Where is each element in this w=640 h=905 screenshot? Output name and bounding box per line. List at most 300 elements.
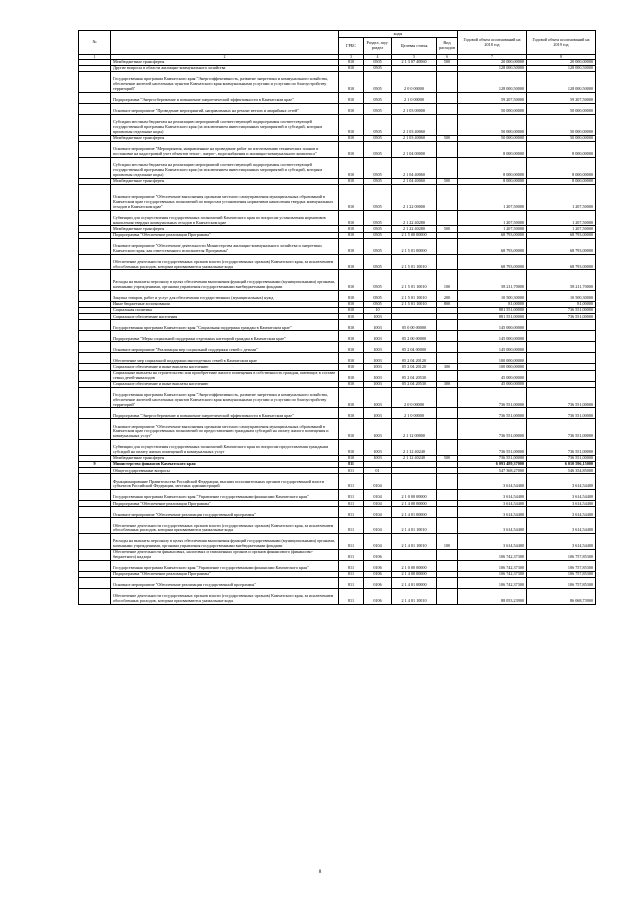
- row-grbs: 811: [339, 474, 364, 490]
- row-csr: 2 1 3 07 40060: [392, 60, 437, 66]
- row-grbs: 810: [339, 440, 364, 456]
- table-row: [79, 342, 596, 353]
- row-razdel: 0505: [364, 226, 392, 232]
- row-number: [79, 238, 111, 254]
- table-row: [79, 270, 596, 291]
- row-csr: 2 1 4 00 00000: [392, 572, 437, 578]
- row-razdel: 1003: [364, 342, 392, 353]
- row-razdel: 0104: [364, 507, 392, 518]
- row-amount-2019: 50 000,00000: [527, 135, 596, 141]
- row-amount-2018: 736 551,00000: [458, 440, 527, 456]
- row-number: [79, 93, 111, 104]
- row-amount-2019: 1 207,50000: [527, 226, 596, 232]
- table-row: [79, 534, 596, 550]
- row-grbs: 810: [339, 342, 364, 353]
- row-name: Министерство финансов Камчатского края: [111, 462, 339, 468]
- row-grbs: 810: [339, 254, 364, 270]
- row-razdel: 0505: [364, 157, 392, 178]
- row-vr: [437, 72, 458, 93]
- row-grbs: 810: [339, 270, 364, 291]
- row-amount-2019: 50 000,00000: [527, 104, 596, 115]
- row-number: [79, 72, 111, 93]
- table-body: [79, 60, 596, 605]
- row-amount-2018: 145 000,00000: [458, 320, 527, 331]
- row-amount-2018: 106 742,37300: [458, 550, 527, 561]
- row-name: Иные бюджетные ассигнования: [111, 302, 339, 308]
- row-csr: 2 1 22 40280: [392, 226, 437, 232]
- row-vr: [437, 440, 458, 456]
- row-csr: 2 1 4 01 00000: [392, 507, 437, 518]
- row-grbs: 810: [339, 308, 364, 314]
- row-razdel: 0505: [364, 72, 392, 93]
- row-grbs: 810: [339, 302, 364, 308]
- row-name: Субвенции для осуществления государственных полномочий Камчатского края по вопросам предоставления гражданам субсидий на оплату жилых помещений и коммунальных услуг: [111, 440, 339, 456]
- row-amount-2019: 50 000,00000: [527, 115, 596, 136]
- row-name: Основное мероприятие "Обеспечение деятельности Министерства жилищно-коммунального хозяйства и энергетики Камчатского края, как ответственного исполнителя Программы": [111, 238, 339, 254]
- row-csr: 2 1 4 01 10010: [392, 589, 437, 605]
- row-amount-2019: 3 614,54400: [527, 518, 596, 534]
- row-grbs: 810: [339, 419, 364, 440]
- row-razdel: 01: [364, 468, 392, 474]
- header-2019: Годовой объем ассигнований на 2019 год: [527, 31, 596, 55]
- row-name: Социальная политика: [111, 308, 339, 314]
- row-amount-2018: 145 000,00000: [458, 331, 527, 342]
- row-name: Государственная программа Камчатского края "Управление государственными финансами Камчатского края": [111, 490, 339, 501]
- row-vr: 500: [437, 456, 458, 462]
- row-vr: [437, 115, 458, 136]
- row-amount-2018: 68 793,00000: [458, 238, 527, 254]
- row-csr: 2 0 0 00000: [392, 72, 437, 93]
- row-amount-2019: 736 551,00000: [527, 308, 596, 314]
- table-row: [79, 507, 596, 518]
- table-row: [79, 115, 596, 136]
- table-row: [79, 184, 596, 210]
- row-amount-2018: 106 742,37300: [458, 572, 527, 578]
- row-amount-2019: 68 793,00000: [527, 254, 596, 270]
- row-razdel: 1003: [364, 364, 392, 370]
- row-amount-2019: 736 551,00000: [527, 387, 596, 408]
- row-grbs: 810: [339, 364, 364, 370]
- row-grbs: 810: [339, 184, 364, 210]
- row-grbs: 810: [339, 135, 364, 141]
- row-amount-2018: 128 000,50000: [458, 66, 527, 72]
- row-amount-2019: 106 757,85300: [527, 561, 596, 572]
- row-name: Социальное обеспечение населения: [111, 314, 339, 320]
- row-grbs: 810: [339, 320, 364, 331]
- row-name: Подпрограмма "Меры социальной поддержки отдельных категорий граждан в Камчатском крае": [111, 331, 339, 342]
- row-grbs: 810: [339, 291, 364, 302]
- row-name: Социальные выплаты на строительство или приобретение жилого помещения в собственность граждан, имеющих в составе семьи детей-инвалидов: [111, 370, 339, 381]
- index-cell: 6: [437, 55, 458, 60]
- row-amount-2019: 86 068,73900: [527, 589, 596, 605]
- row-vr: [437, 210, 458, 226]
- row-csr: 2 1 03 40060: [392, 135, 437, 141]
- row-razdel: 1003: [364, 320, 392, 331]
- row-razdel: 0106: [364, 550, 392, 561]
- row-amount-2018: 3 614,54400: [458, 507, 527, 518]
- row-csr: 2 1 4 01 10010: [392, 518, 437, 534]
- row-razdel: 10: [364, 308, 392, 314]
- row-amount-2019: 59 207,50000: [527, 93, 596, 104]
- row-amount-2019: 3 614,54400: [527, 490, 596, 501]
- row-csr: 2 0 0 00000: [392, 387, 437, 408]
- row-amount-2018: 88 053,23900: [458, 589, 527, 605]
- table-row: [79, 474, 596, 490]
- row-number: [79, 589, 111, 605]
- row-amount-2018: 8 000,00000: [458, 178, 527, 184]
- row-amount-2018: 59 207,50000: [458, 93, 527, 104]
- row-amount-2018: 45 000,00000: [458, 381, 527, 387]
- row-grbs: 811: [339, 561, 364, 572]
- table-row: [79, 104, 596, 115]
- row-number: [79, 270, 111, 291]
- row-grbs: 810: [339, 93, 364, 104]
- row-vr: [437, 370, 458, 381]
- row-csr: 2 1 4 00 00000: [392, 501, 437, 507]
- row-number: [79, 370, 111, 381]
- row-amount-2018: 100 000,00000: [458, 353, 527, 364]
- row-number: [79, 320, 111, 331]
- row-number: [79, 142, 111, 158]
- row-csr: 2 1 12 40240: [392, 440, 437, 456]
- row-name: Обеспечение деятельности государственных органов власти (государственных органов) Камчатского края, за исключением обособленных расходов, которым присваиваются уникальные коды: [111, 518, 339, 534]
- row-amount-2018: 3 614,54400: [458, 490, 527, 501]
- row-vr: 100: [437, 270, 458, 291]
- row-grbs: 810: [339, 314, 364, 320]
- row-razdel: 1003: [364, 440, 392, 456]
- row-amount-2019: 736 551,00000: [527, 314, 596, 320]
- header-name: [111, 31, 339, 55]
- row-amount-2018: 106 742,37300: [458, 561, 527, 572]
- row-amount-2018: 881 551,00000: [458, 314, 527, 320]
- row-number: [79, 157, 111, 178]
- row-vr: 500: [437, 226, 458, 232]
- row-name: Межбюджетные трансферты: [111, 456, 339, 462]
- row-name: Субвенции для осуществления государственных полномочий Камчатского края по вопросам установления нормативов накопления твердых коммунальных отходов в Камчатском крае: [111, 210, 339, 226]
- row-csr: 2 1 5 01 10010: [392, 254, 437, 270]
- row-vr: [437, 342, 458, 353]
- row-vr: [437, 474, 458, 490]
- row-grbs: 810: [339, 408, 364, 419]
- row-number: [79, 440, 111, 456]
- row-razdel: 0505: [364, 115, 392, 136]
- row-name: Обеспечение деятельности государственных органов власти (государственных органов) Камчатского края, за исключением обособленных расходов, которым присваиваются уникальные коды: [111, 589, 339, 605]
- row-amount-2019: 3 614,54400: [527, 474, 596, 490]
- row-number: [79, 184, 111, 210]
- row-amount-2019: 20 000,00000: [527, 60, 596, 66]
- row-razdel: 0104: [364, 501, 392, 507]
- table-row: [79, 387, 596, 408]
- row-csr: 2 1 5 01 10010: [392, 291, 437, 302]
- row-amount-2018: 68 793,00000: [458, 232, 527, 238]
- row-grbs: 810: [339, 104, 364, 115]
- row-csr: 2 1 0 00 00000: [392, 561, 437, 572]
- row-grbs: 810: [339, 387, 364, 408]
- row-csr: 2 1 0 00000: [392, 93, 437, 104]
- row-amount-2018: 8 000,00000: [458, 142, 527, 158]
- row-number: [79, 419, 111, 440]
- row-name: Основное мероприятие "Обеспечение реализации государственной программы": [111, 578, 339, 589]
- table-row: [79, 331, 596, 342]
- row-amount-2019: 1 207,50000: [527, 210, 596, 226]
- row-csr: 2 1 04 40060: [392, 157, 437, 178]
- row-grbs: 811: [339, 550, 364, 561]
- row-name: Подпрограмма "Энергосбережение и повышение энергетической эффективности в Камчатском крае": [111, 408, 339, 419]
- row-vr: [437, 353, 458, 364]
- row-number: [79, 490, 111, 501]
- row-csr: 2 1 04 00000: [392, 142, 437, 158]
- row-name: Основное мероприятие "Мероприятия, направленные на проведение работ по изготовлению технических планов и постановке на кадастровый учет объектов тепло-, энерго-, водоснабжения и жилищно-коммунального комплекса": [111, 142, 339, 158]
- row-name: Межбюджетные трансферты: [111, 226, 339, 232]
- row-csr: 2 1 03 00000: [392, 104, 437, 115]
- row-razdel: 1003: [364, 408, 392, 419]
- row-csr: 2 1 12 40240: [392, 456, 437, 462]
- table-row: [79, 408, 596, 419]
- row-amount-2019: 8 000,00000: [527, 142, 596, 158]
- row-name: Основное мероприятие "Реализация мер социальной поддержки семей с детьми": [111, 342, 339, 353]
- table-row: [79, 561, 596, 572]
- row-amount-2019: [527, 353, 596, 364]
- row-amount-2018: 736 551,00000: [458, 456, 527, 462]
- row-csr: 2 1 12 00000: [392, 419, 437, 440]
- row-name: Обеспечение деятельности государственных органов власти (государственных органов) Камчатского края, за исключением обособленных расходов, которым присваиваются уникальные коды: [111, 254, 339, 270]
- row-number: [79, 331, 111, 342]
- row-grbs: 810: [339, 60, 364, 66]
- row-razdel: 1003: [364, 353, 392, 364]
- row-csr: 2 1 04 40060: [392, 178, 437, 184]
- row-grbs: 811: [339, 589, 364, 605]
- row-number: 9: [79, 462, 111, 468]
- row-grbs: 811: [339, 490, 364, 501]
- row-name: Государственная программа Камчатского края "Социальная поддержка граждан в Камчатском крае": [111, 320, 339, 331]
- header-razdel: Раздел, под-раздел: [364, 38, 392, 55]
- row-number: [79, 342, 111, 353]
- index-cell: 2: [111, 55, 339, 60]
- row-grbs: 810: [339, 210, 364, 226]
- table-row: [79, 238, 596, 254]
- row-razdel: 0505: [364, 238, 392, 254]
- row-amount-2018: 3 614,54400: [458, 501, 527, 507]
- row-name: Закупка товаров, работ и услуг для обеспечения государственных (муниципальных) нужд: [111, 291, 339, 302]
- row-grbs: 810: [339, 370, 364, 381]
- row-amount-2019: 106 757,85300: [527, 578, 596, 589]
- row-number: [79, 115, 111, 136]
- row-csr: 2 1 22 00000: [392, 184, 437, 210]
- row-number: [79, 291, 111, 302]
- row-razdel: 1003: [364, 331, 392, 342]
- row-csr: [392, 550, 437, 561]
- row-name: Субсидии местным бюджетам на реализацию мероприятий соответствующей подпрограммы соответствующей государственной программы Камчатского края (за исключением инвестиционных мероприятий и субсидий, которым присвоены отдельные коды): [111, 115, 339, 136]
- row-amount-2019: 10 500,30000: [527, 291, 596, 302]
- row-amount-2019: [527, 331, 596, 342]
- row-number: [79, 507, 111, 518]
- row-razdel: 0505: [364, 104, 392, 115]
- row-amount-2018: 106 742,37300: [458, 578, 527, 589]
- row-amount-2018: 3 614,54400: [458, 534, 527, 550]
- row-vr: [437, 254, 458, 270]
- row-vr: [437, 184, 458, 210]
- row-razdel: 0106: [364, 572, 392, 578]
- table-row: [79, 419, 596, 440]
- row-vr: [437, 93, 458, 104]
- row-csr: [392, 474, 437, 490]
- row-amount-2019: 3 614,54400: [527, 534, 596, 550]
- row-amount-2018: 1 207,50000: [458, 184, 527, 210]
- row-csr: 05 2 04 20530: [392, 370, 437, 381]
- row-name: Межбюджетные трансферты: [111, 178, 339, 184]
- row-razdel: 1003: [364, 370, 392, 381]
- row-razdel: 0505: [364, 291, 392, 302]
- row-amount-2018: 547 368,27000: [458, 468, 527, 474]
- row-vr: 300: [437, 364, 458, 370]
- row-grbs: 810: [339, 232, 364, 238]
- row-csr: 05 2 04 20120: [392, 364, 437, 370]
- row-vr: [437, 578, 458, 589]
- row-csr: 05 2 04 20120: [392, 353, 437, 364]
- row-name: Обеспечение мер социальной поддержки многодетных семей в Камчатском крае: [111, 353, 339, 364]
- row-razdel: 0104: [364, 518, 392, 534]
- index-cell: 3: [339, 55, 364, 60]
- row-name: Обеспечение деятельности финансовых, налоговых и таможенных органов и органов финансового (финансово-бюджетного) надзора: [111, 550, 339, 561]
- table-row: [79, 490, 596, 501]
- row-name: Государственная программа Камчатского края "Управление государственными финансами Камчатского края": [111, 561, 339, 572]
- row-amount-2018: 1 207,50000: [458, 226, 527, 232]
- row-vr: 500: [437, 60, 458, 66]
- row-csr: 2 1 0 00 00000: [392, 490, 437, 501]
- row-vr: [437, 142, 458, 158]
- row-amount-2019: [527, 320, 596, 331]
- row-amount-2019: 736 551,00000: [527, 408, 596, 419]
- row-amount-2018: 1 207,50000: [458, 210, 527, 226]
- row-csr: 05 2 00 00000: [392, 331, 437, 342]
- row-amount-2018: 68 793,00000: [458, 254, 527, 270]
- row-name: Государственная программа Камчатского края "Энергоэффективность, развитие энергетики и коммунального хозяйства, обеспечение жителей населенных пунктов Камчатского края коммунальными услугами и услугами по благоустройству территорий": [111, 387, 339, 408]
- row-name: Основное мероприятие "Обеспечение выполнения органами местного самоуправления муниципальных образований в Камчатском крае государственных полномочий по вопросам установления нормативов накопления твердых коммунальных отходов в Камчатском крае": [111, 184, 339, 210]
- row-grbs: 810: [339, 456, 364, 462]
- row-amount-2019: 68 793,00000: [527, 232, 596, 238]
- row-vr: [437, 518, 458, 534]
- row-name: Государственная программа Камчатского края "Энергоэффективность, развитие энергетики и коммунального хозяйства, обеспечение жителей населенных пунктов Камчатского края коммунальными услугами и услугами по благоустройству территорий": [111, 72, 339, 93]
- row-amount-2019: 3 614,54400: [527, 507, 596, 518]
- row-amount-2019: [527, 342, 596, 353]
- row-grbs: 810: [339, 381, 364, 387]
- row-razdel: 1003: [364, 456, 392, 462]
- row-grbs: 811: [339, 572, 364, 578]
- table-row: [79, 440, 596, 456]
- row-amount-2019: [527, 370, 596, 381]
- row-vr: 300: [437, 381, 458, 387]
- row-grbs: 810: [339, 142, 364, 158]
- row-number: [79, 561, 111, 572]
- row-amount-2018: 50 000,00000: [458, 104, 527, 115]
- row-grbs: 810: [339, 157, 364, 178]
- row-amount-2018: 3 614,54400: [458, 518, 527, 534]
- row-amount-2019: 6 010 596,15000: [527, 462, 596, 468]
- row-amount-2019: 736 551,00000: [527, 419, 596, 440]
- row-grbs: 810: [339, 226, 364, 232]
- row-amount-2019: 58 211,70000: [527, 270, 596, 291]
- row-grbs: 810: [339, 331, 364, 342]
- row-name: Функционирование Правительства Российской Федерации, высших исполнительных органов государственной власти субъектов Российской Федерации, местных администраций: [111, 474, 339, 490]
- row-csr: 2 1 22 40280: [392, 210, 437, 226]
- table-row: [79, 210, 596, 226]
- row-vr: [437, 104, 458, 115]
- index-cell: 8: [527, 55, 596, 60]
- table-row: [79, 93, 596, 104]
- row-amount-2018: 8 000,00000: [458, 157, 527, 178]
- row-grbs: 811: [339, 462, 364, 468]
- row-vr: [437, 589, 458, 605]
- row-vr: [437, 238, 458, 254]
- row-amount-2018: 58 211,70000: [458, 270, 527, 291]
- row-name: Подпрограмма "Обеспечение реализации Программы": [111, 572, 339, 578]
- row-amount-2018: 736 551,00000: [458, 419, 527, 440]
- row-razdel: 0505: [364, 142, 392, 158]
- row-name: Основное мероприятие "Обеспечение реализации государственной программы": [111, 507, 339, 518]
- row-csr: 2 1 5 00 00000: [392, 232, 437, 238]
- table-row: [79, 254, 596, 270]
- table-row: [79, 142, 596, 158]
- row-grbs: 810: [339, 72, 364, 93]
- row-amount-2019: 1 207,50000: [527, 184, 596, 210]
- row-number: [79, 210, 111, 226]
- row-grbs: 810: [339, 178, 364, 184]
- row-amount-2018: 50 000,00000: [458, 115, 527, 136]
- row-name: Подпрограмма "Обеспечение реализации Программы": [111, 232, 339, 238]
- row-razdel: 0505: [364, 60, 392, 66]
- row-razdel: 0104: [364, 490, 392, 501]
- row-csr: 2 1 5 01 00000: [392, 238, 437, 254]
- row-amount-2018: 50 000,00000: [458, 135, 527, 141]
- row-razdel: 0104: [364, 534, 392, 550]
- row-number: [79, 254, 111, 270]
- row-razdel: 1003: [364, 419, 392, 440]
- row-number: [79, 353, 111, 364]
- row-vr: [437, 550, 458, 561]
- row-amount-2018: 736 551,00000: [458, 387, 527, 408]
- row-amount-2019: 8 000,00000: [527, 178, 596, 184]
- row-vr: [437, 387, 458, 408]
- row-amount-2018: 145 000,00000: [458, 342, 527, 353]
- table-row: [79, 72, 596, 93]
- row-amount-2019: 128 000,50000: [527, 66, 596, 72]
- index-cell: 1: [79, 55, 111, 60]
- table-row: [79, 157, 596, 178]
- row-razdel: 0505: [364, 93, 392, 104]
- row-csr: 2 1 03 40060: [392, 115, 437, 136]
- row-number: [79, 387, 111, 408]
- row-csr: 05 2 04 20530: [392, 381, 437, 387]
- table-row: [79, 518, 596, 534]
- row-amount-2018: 736 551,00000: [458, 408, 527, 419]
- table-row: [79, 291, 596, 302]
- row-vr: [437, 331, 458, 342]
- row-number: [79, 518, 111, 534]
- row-grbs: 810: [339, 353, 364, 364]
- row-vr: 200: [437, 291, 458, 302]
- row-amount-2019: 68 793,00000: [527, 238, 596, 254]
- row-csr: 2 1 4 01 10010: [392, 534, 437, 550]
- row-vr: [437, 561, 458, 572]
- table-row: [79, 550, 596, 561]
- row-razdel: 1003: [364, 387, 392, 408]
- row-vr: 500: [437, 178, 458, 184]
- row-amount-2018: 128 000,50000: [458, 72, 527, 93]
- row-name: Расходы на выплаты персоналу в целях обеспечения выполнения функций государственными (муниципальными) органами, казенными учреждениями, органами управления государственными внебюджетными фондами: [111, 270, 339, 291]
- row-amount-2019: 106 757,85300: [527, 550, 596, 561]
- row-csr: 2 1 0 00000: [392, 408, 437, 419]
- row-grbs: 811: [339, 534, 364, 550]
